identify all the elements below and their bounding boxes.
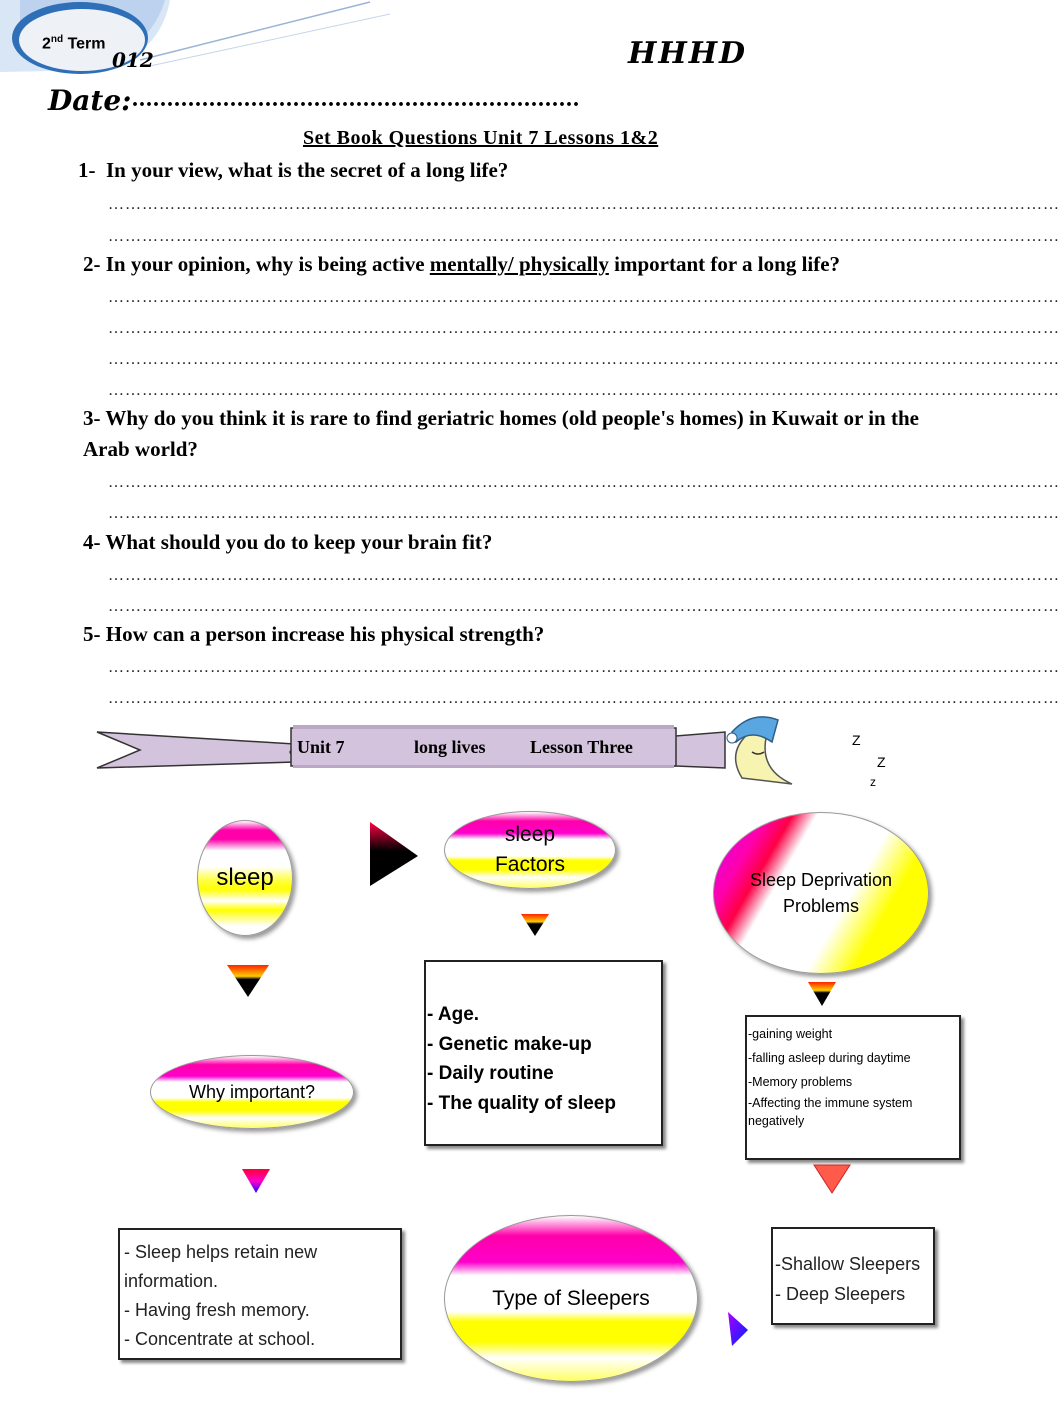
why-important-oval: Why important? [150,1055,354,1129]
list-item: - Sleep helps retain new [124,1242,318,1262]
answer-line[interactable]: …………………………………………………………………………………………………………………………………………………… [108,598,1060,615]
answer-line[interactable]: …………………………………………………………………………………………………………………………………………………… [108,567,1060,584]
answer-line[interactable]: …………………………………………………………………………………………………………………………………………………… [108,474,1060,491]
date-dots: ................................................................ [132,86,580,112]
type-of-sleepers-oval: Type of Sleepers [444,1215,698,1382]
question-2: 2- In your opinion, why is being active mentally/ physically important for a long life? [83,252,841,276]
list-item: -falling asleep during daytime [748,1051,911,1065]
snore-z: z [870,775,876,789]
sleep-oval: sleep [197,820,293,936]
question-5: 5- How can a person increase his physical strength? [83,622,545,646]
list-item: - Genetic make-up [427,1033,592,1055]
deprivation-problems-box [745,1015,961,1160]
snore-z: Z [877,754,886,770]
list-item: information. [124,1271,219,1291]
term-badge: 2nd Term [42,34,106,53]
banner-unit: Unit 7 [297,737,345,757]
list-item: - The quality of sleep [427,1092,616,1114]
arrow-down-icon [519,912,551,938]
school-initials: HHHD [628,36,748,71]
arrow-down-icon [225,963,271,999]
answer-line[interactable]: …………………………………………………………………………………………………………………………………………………… [108,690,1060,707]
answer-line[interactable]: …………………………………………………………………………………………………………………………………………………… [108,505,1060,522]
list-item: - Deep Sleepers [775,1284,906,1304]
sleeping-moon-icon [722,712,812,784]
arrow-down-icon [240,1167,272,1195]
list-item: -Memory problems [748,1075,853,1089]
importance-list [124,1238,317,1354]
list-item: -gaining weight [748,1027,833,1041]
arrow-right-icon [368,820,420,888]
sleep-factors-box [424,960,663,1146]
list-item: -Affecting the immune system [748,1096,913,1110]
answer-line[interactable]: …………………………………………………………………………………………………………………………………………………… [108,320,1060,337]
partial-year: 012 [112,48,154,72]
question-1: 1- In your view, what is the secret of a long life? [78,158,509,182]
worksheet-title: Set Book Questions Unit 7 Lessons 1&2 [303,127,659,149]
answer-line[interactable]: …………………………………………………………………………………………………………………………………………………… [108,382,1060,399]
list-item: -Shallow Sleepers [775,1254,921,1274]
arrow-down-icon [812,1163,852,1195]
date-label: Date: [48,84,132,117]
problems-list [748,1022,912,1130]
answer-line[interactable]: …………………………………………………………………………………………………………………………………………………… [108,351,1060,368]
sleep-importance-box [118,1228,402,1360]
list-item: - Having fresh memory. [124,1300,310,1320]
question-3: 3- Why do you think it is rare to find geriatric homes (old people's homes) in Kuwait or in the Arab world? [83,406,919,461]
sleeper-types-box [771,1227,935,1325]
sleeper-types-list [775,1249,920,1309]
sleep-factors-oval: sleep Factors [444,811,616,889]
banner-topic: long lives [414,737,486,757]
question-4: 4- What should you do to keep your brain fit? [83,530,493,554]
list-item: - Daily routine [427,1063,554,1084]
list-item: - Concentrate at school. [124,1329,316,1349]
list-item: negatively [748,1114,805,1128]
answer-line[interactable]: …………………………………………………………………………………………………………………………………………………… [108,196,1060,213]
banner-lesson: Lesson Three [530,737,633,757]
arrow-down-icon [806,980,838,1008]
arrow-right-icon [726,1310,750,1348]
snore-z: Z [852,732,861,748]
list-item: - Age. [427,1004,480,1025]
sleep-deprivation-oval: Sleep Deprivation Problems [713,812,929,974]
answer-line[interactable]: …………………………………………………………………………………………………………………………………………………… [108,228,1060,245]
answer-line[interactable]: …………………………………………………………………………………………………………………………………………………… [108,659,1060,676]
answer-line[interactable]: …………………………………………………………………………………………………………………………………………………… [108,289,1060,306]
factors-list [427,1000,616,1118]
